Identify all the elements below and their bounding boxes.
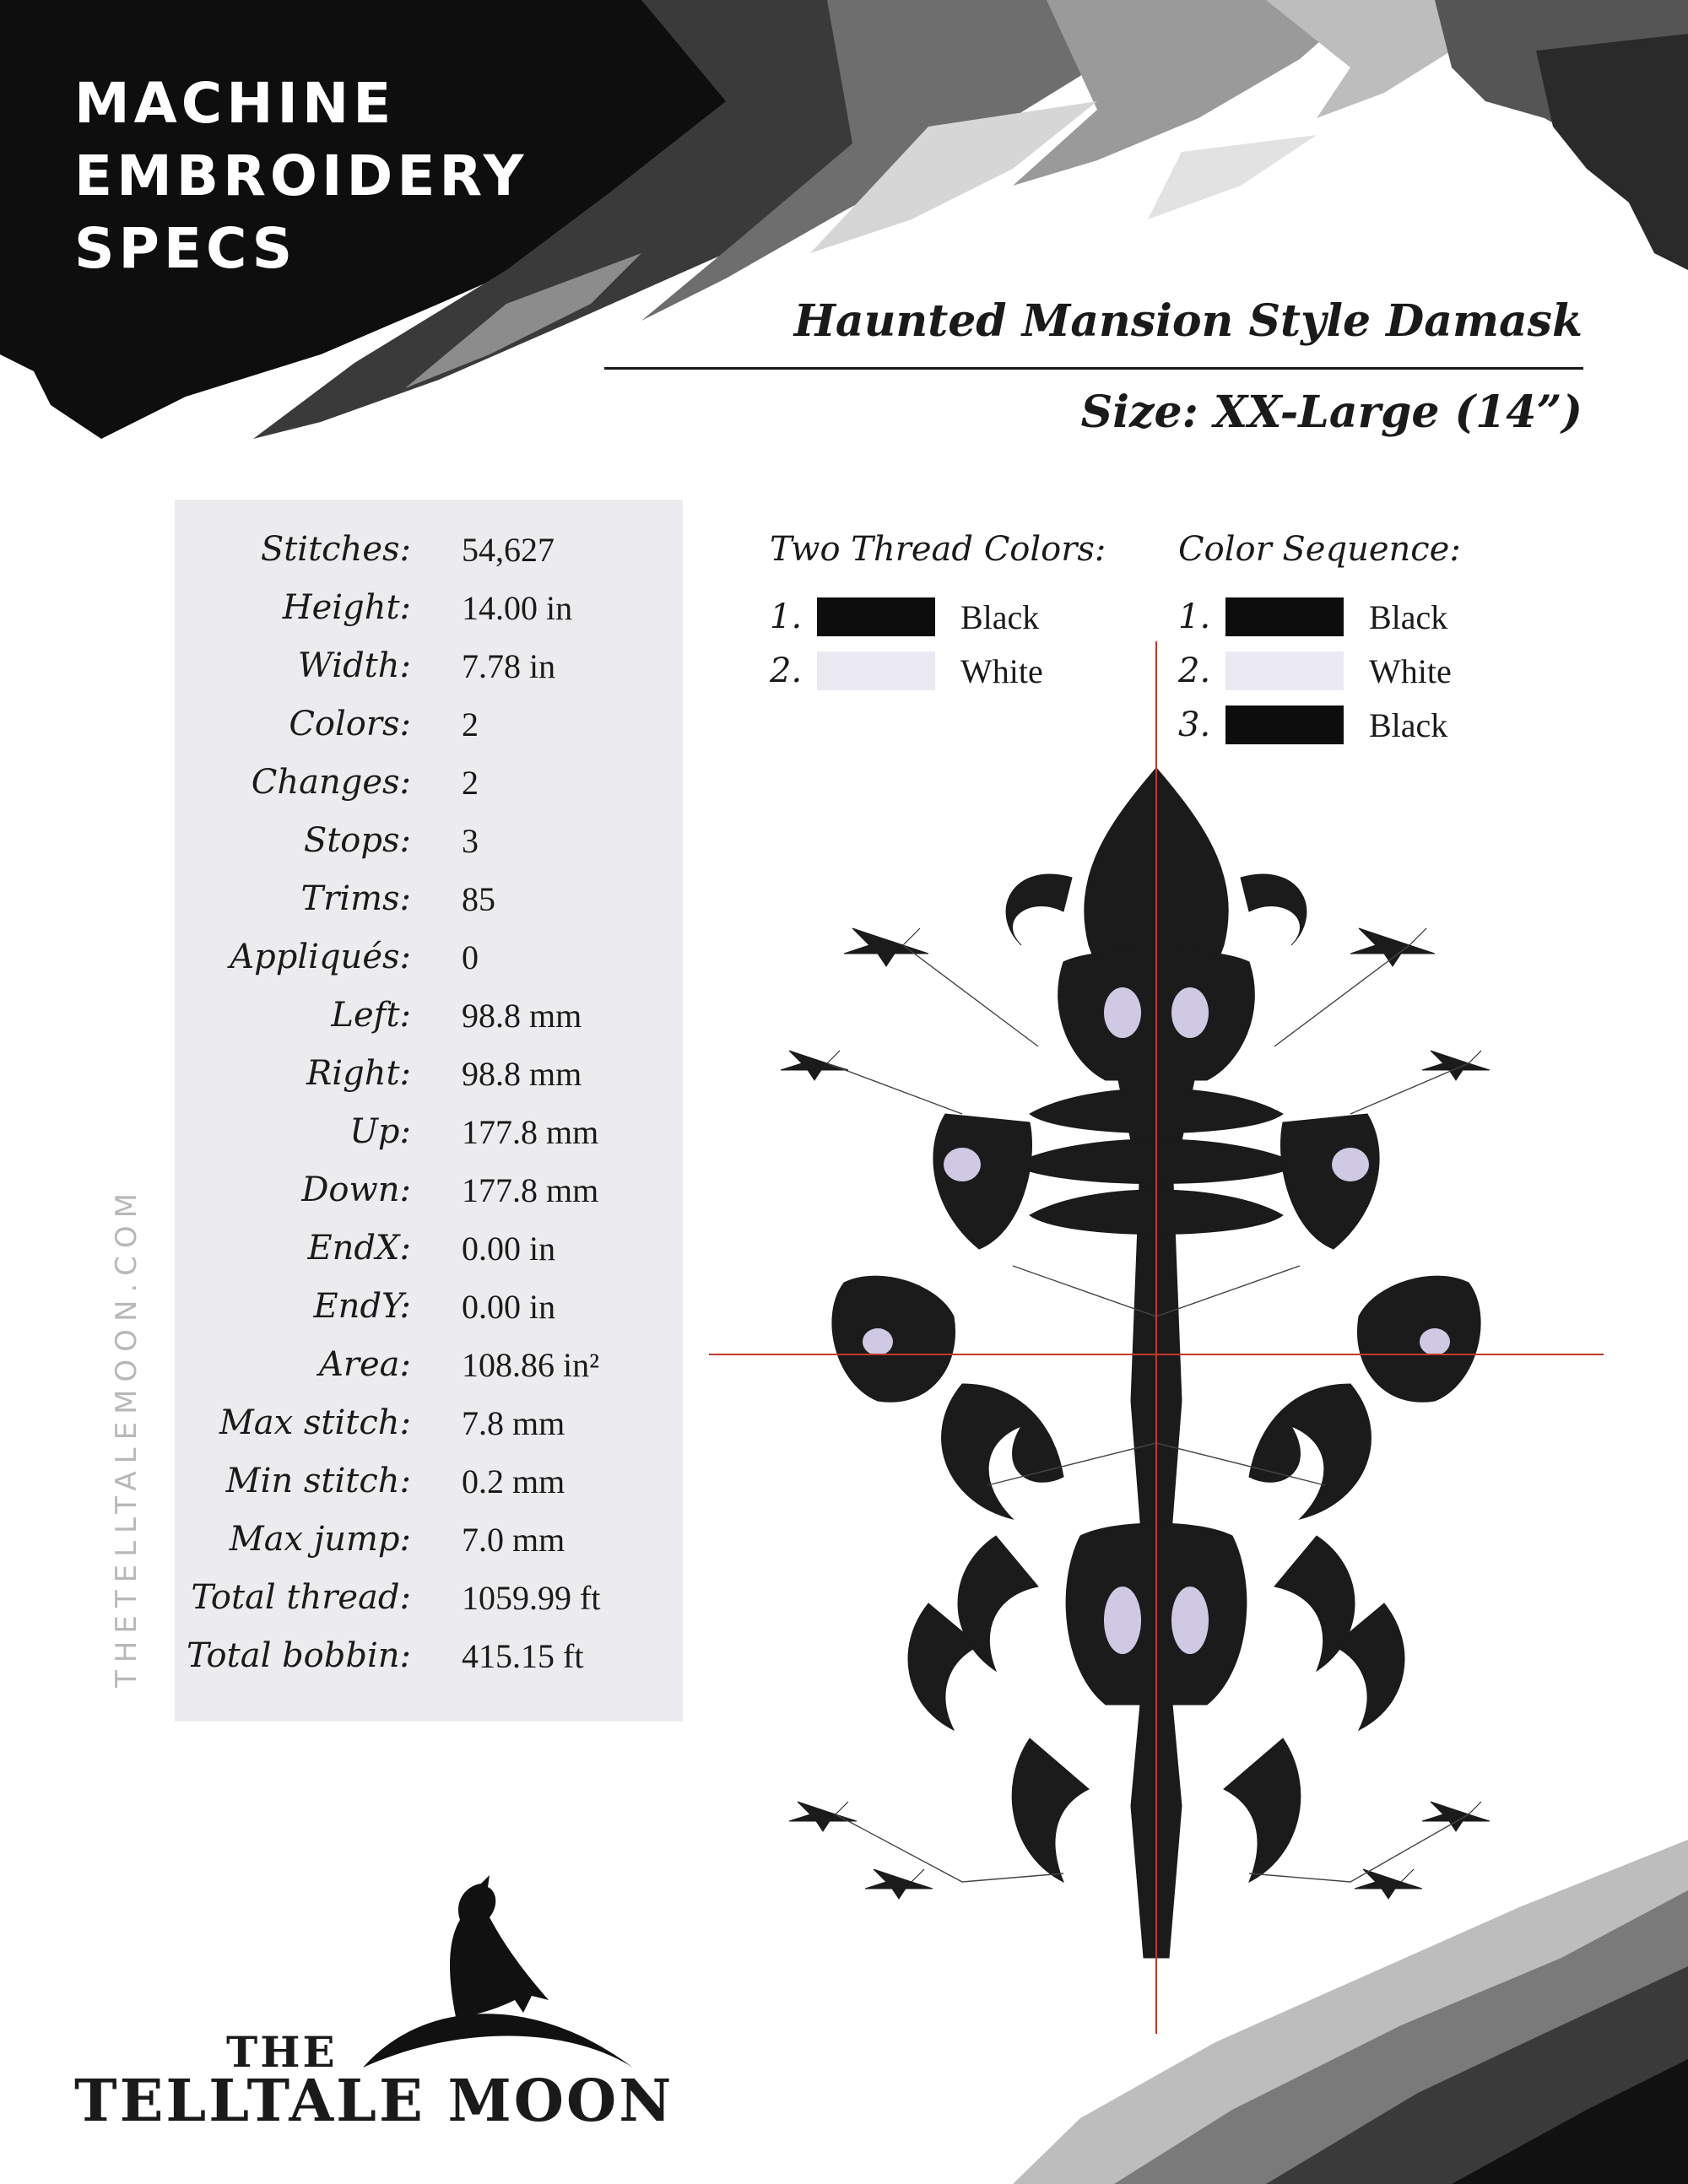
heading-line-2: EMBROIDERY: [74, 143, 528, 208]
spec-value: 2: [462, 705, 479, 743]
brand-name: TELLTALE MOON: [74, 2068, 674, 2135]
sequence-number: 2.: [1178, 651, 1211, 690]
spec-value: 108.86 in²: [462, 1346, 600, 1384]
spec-label: Total thread:: [191, 1578, 411, 1617]
raven-moon-logo: [354, 1873, 641, 2076]
color-sequence-heading: Color Sequence:: [1178, 530, 1461, 569]
spec-row: [175, 1112, 683, 1163]
thread-color-number: 1.: [770, 597, 803, 636]
spec-value: 98.8 mm: [462, 1055, 582, 1093]
footer-brush-art: [1013, 1840, 1688, 2184]
spec-panel: [175, 500, 683, 1722]
sequence-color-name: Black: [1369, 706, 1448, 744]
spec-row: [175, 1170, 683, 1221]
sequence-color-name: White: [1369, 652, 1452, 690]
spec-label: Stitches:: [260, 530, 411, 569]
spec-row: [175, 1403, 683, 1454]
design-size: Size: XX-Large (14”): [1080, 387, 1582, 438]
spec-row: [175, 530, 683, 581]
thread-color-number: 2.: [770, 651, 803, 690]
spec-row: [175, 1636, 683, 1687]
sequence-number: 1.: [1178, 597, 1211, 636]
spec-value: 0.00 in: [462, 1230, 556, 1268]
spec-row: [175, 588, 683, 639]
spec-value: 0.00 in: [462, 1288, 556, 1326]
spec-value: 7.0 mm: [462, 1521, 565, 1559]
spec-label: Colors:: [289, 705, 411, 743]
spec-value: 177.8 mm: [462, 1113, 599, 1151]
spec-value: 2: [462, 764, 479, 802]
spec-row: [175, 1345, 683, 1396]
spec-label: Area:: [318, 1345, 411, 1384]
spec-value: 7.78 in: [462, 647, 556, 685]
spec-label: Down:: [301, 1170, 411, 1209]
heading-line-3: SPECS: [74, 216, 297, 281]
spec-label: Stops:: [303, 821, 411, 860]
design-name: Haunted Mansion Style Damask: [793, 295, 1582, 347]
spec-label: Left:: [331, 996, 411, 1035]
spec-label: Right:: [306, 1054, 411, 1093]
spec-value: 1059.99 ft: [462, 1579, 601, 1617]
spec-value: 3: [462, 822, 479, 860]
spec-label: EndY:: [313, 1287, 411, 1326]
spec-label: Max jump:: [229, 1520, 411, 1559]
spec-row: [175, 938, 683, 988]
spec-label: Up:: [349, 1112, 411, 1151]
thread-color-name: White: [960, 652, 1043, 690]
title-divider: [604, 367, 1583, 370]
thread-color-row: [770, 597, 1090, 636]
spec-row: [175, 1520, 683, 1570]
spec-value: 0.2 mm: [462, 1462, 565, 1500]
spec-row: [175, 821, 683, 872]
spec-value: 7.8 mm: [462, 1404, 565, 1442]
spec-label: Min stitch:: [225, 1462, 411, 1500]
spec-label: Max stitch:: [219, 1403, 411, 1442]
website-url: THETELLTALEMOON.COM: [110, 1185, 143, 1688]
spec-value: 415.15 ft: [462, 1637, 584, 1675]
page-heading: [74, 68, 528, 285]
spec-row: [175, 763, 683, 814]
spec-label: Height:: [282, 588, 411, 627]
spec-value: 85: [462, 880, 495, 918]
spec-row: [175, 879, 683, 930]
thread-color-swatch: [817, 597, 935, 636]
sequence-row: [1178, 597, 1499, 636]
spec-row: [175, 1578, 683, 1629]
spec-value: 98.8 mm: [462, 997, 582, 1035]
spec-row: [175, 1287, 683, 1338]
thread-colors-heading: Two Thread Colors:: [770, 530, 1106, 569]
spec-value: 177.8 mm: [462, 1171, 599, 1209]
spec-row: [175, 705, 683, 755]
spec-value: 14.00 in: [462, 589, 573, 627]
spec-value: 54,627: [462, 531, 555, 569]
sequence-number: 3.: [1178, 705, 1211, 744]
sequence-swatch: [1225, 597, 1344, 636]
spec-label: Trims:: [300, 879, 411, 918]
sequence-color-name: Black: [1369, 598, 1448, 636]
spec-label: EndX:: [307, 1229, 411, 1268]
thread-color-name: Black: [960, 598, 1040, 636]
brand-the: THE: [226, 2027, 338, 2077]
spec-row: [175, 1462, 683, 1512]
heading-line-1: MACHINE: [74, 71, 396, 136]
spec-label: Appliqués:: [230, 938, 411, 976]
spec-row: [175, 996, 683, 1046]
spec-label: Total bobbin:: [186, 1636, 411, 1675]
spec-row: [175, 1054, 683, 1105]
spec-row: [175, 646, 683, 697]
spec-row: [175, 1229, 683, 1279]
spec-label: Changes:: [251, 763, 411, 802]
spec-value: 0: [462, 938, 479, 976]
spec-label: Width:: [297, 646, 411, 685]
